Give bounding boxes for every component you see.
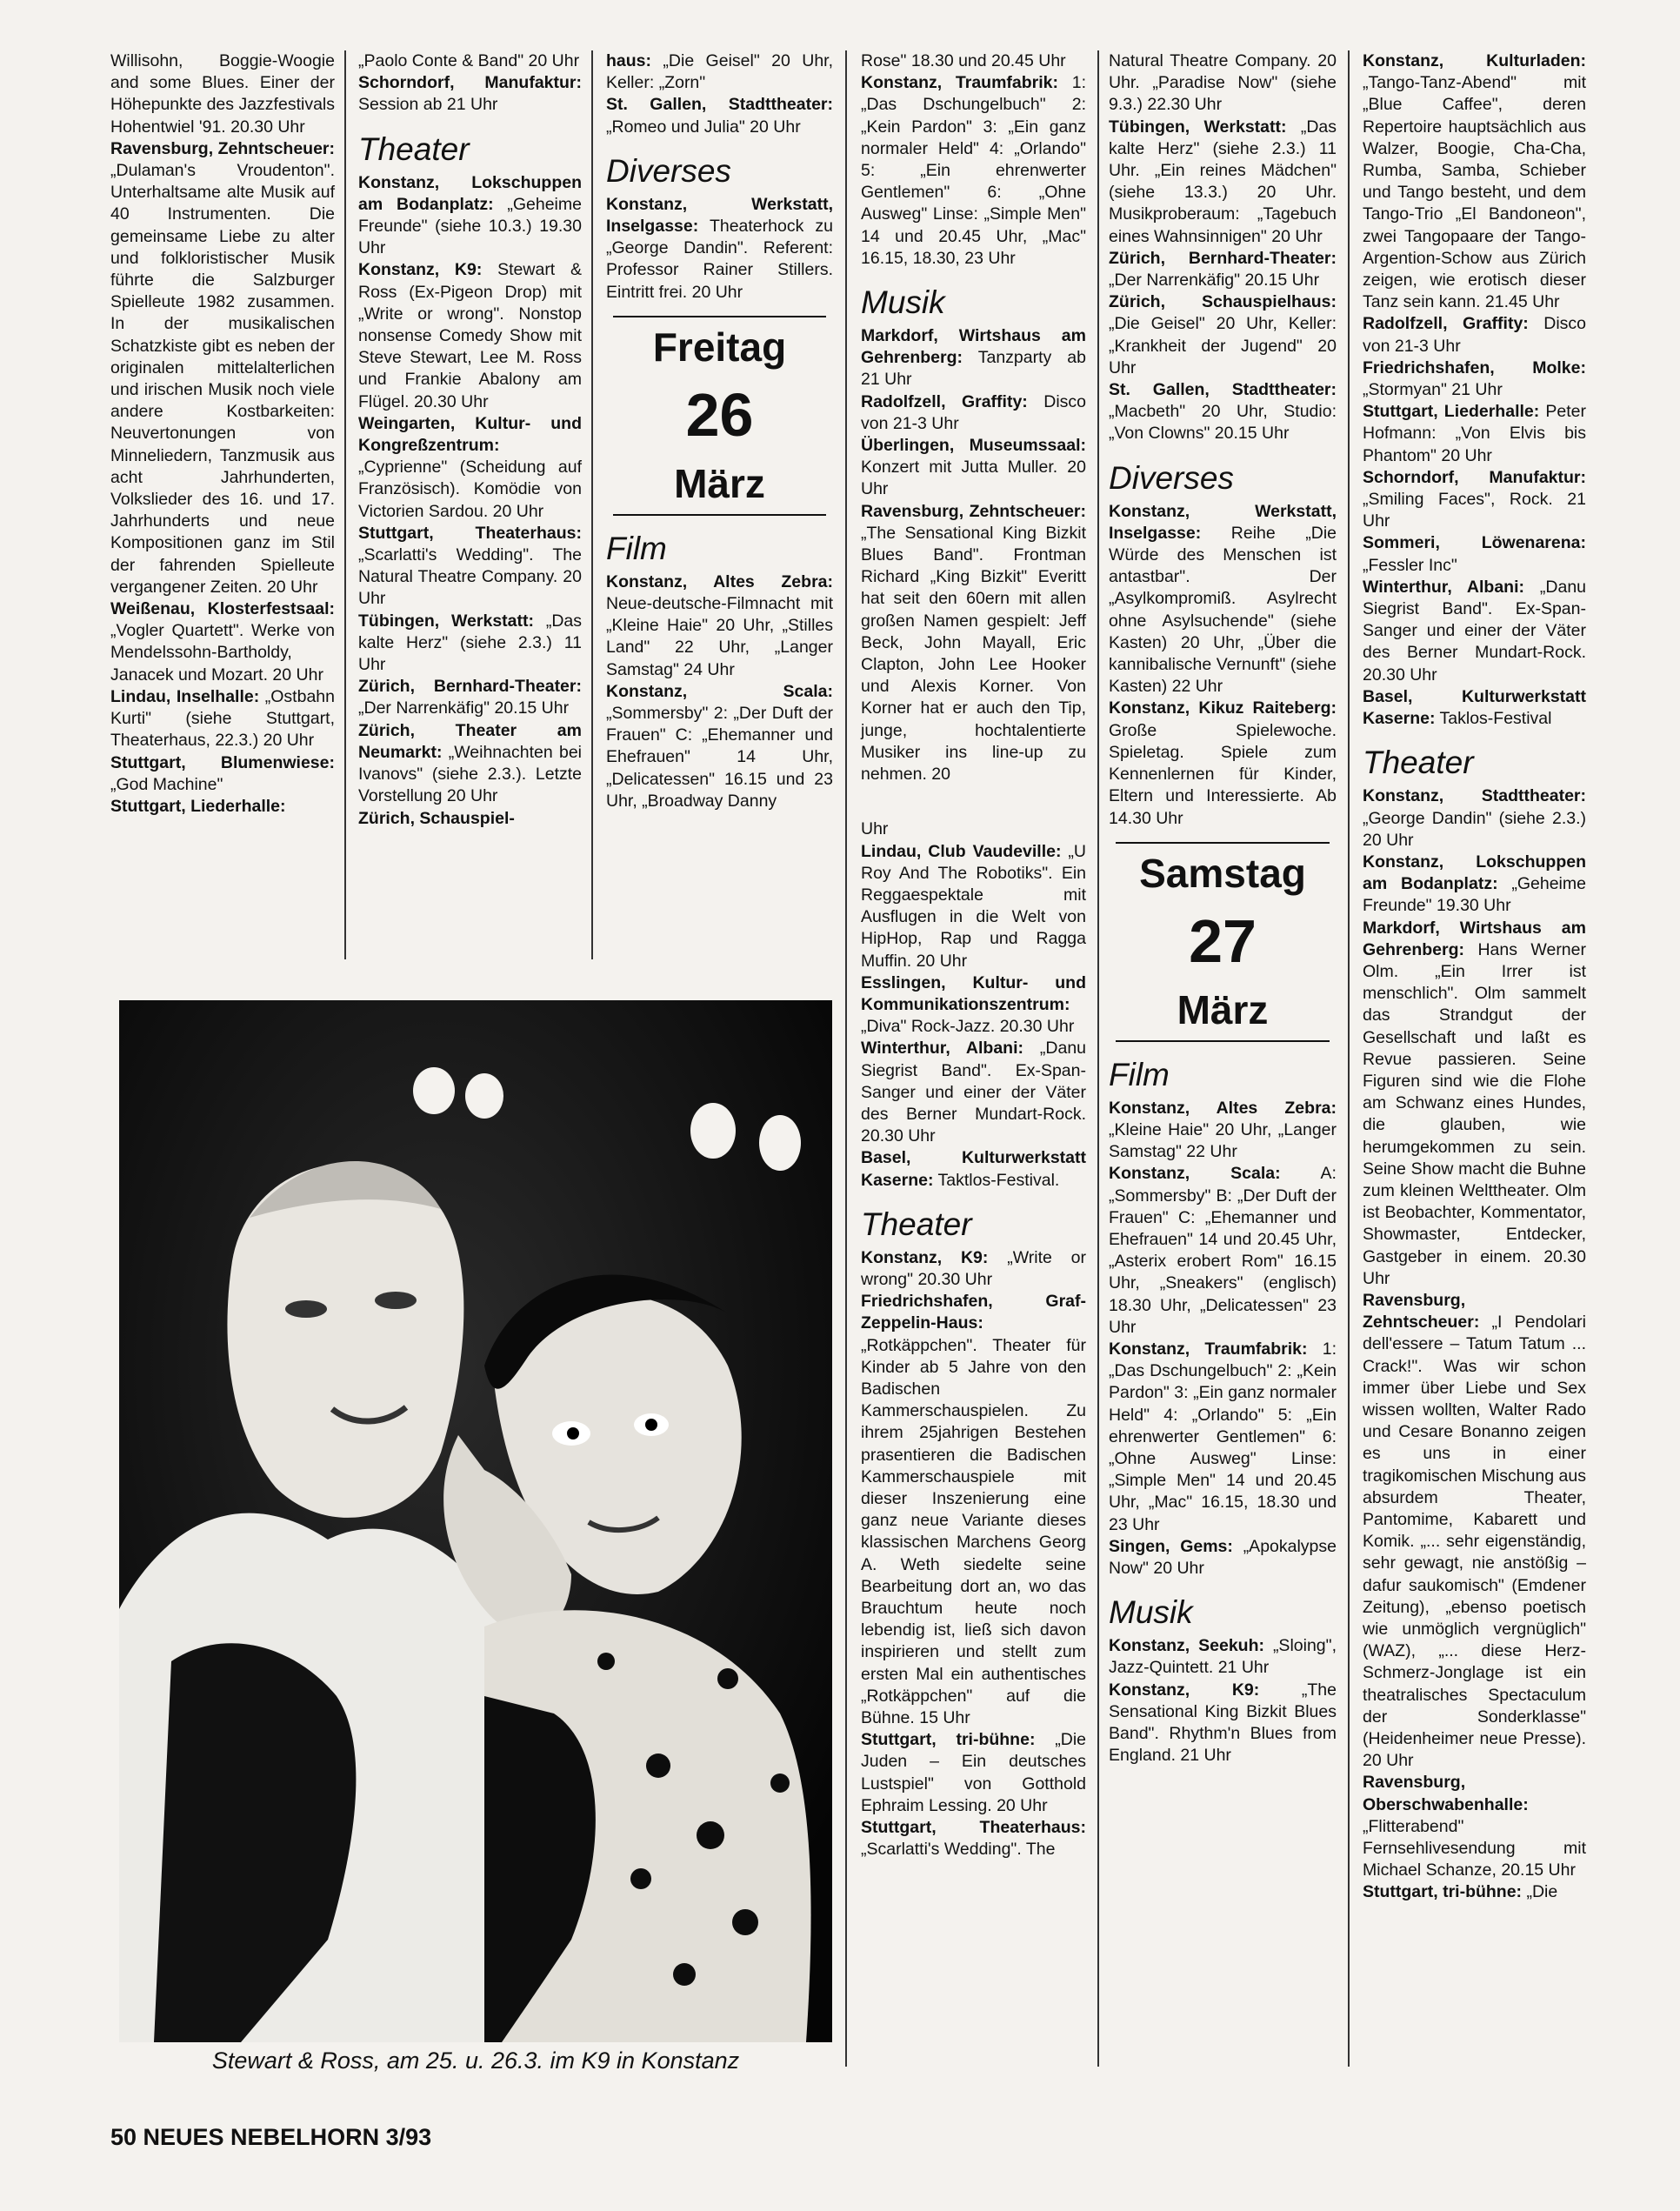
listing-entry xyxy=(861,1247,1086,1291)
entry-text: „Die xyxy=(1522,1882,1558,1902)
entry-text: A: „Sommersby" B: „Der Duft der Frauen" C: „Ehemanner und Ehefrauen" 14 und 20.45 Uhr, „Asterix erobert Rom" 16.15 Uhr, „Sneakers" (englisch) 18.30 Uhr, „Delicatessen" 23 Uhr xyxy=(1109,1164,1337,1337)
venue-name: Konstanz, Stadttheater: xyxy=(1363,786,1586,806)
entry-text: „Sommersby" 2: „Der Duft der Frauen" C: „Ehemanner und Ehefrauen" 14 Uhr, „Delicatessen" 16.15 und 23 Uhr, „Broadway Danny xyxy=(606,704,833,811)
entry-text: „Fessler Inc" xyxy=(1363,555,1457,575)
venue-name: Singen, Gems: xyxy=(1109,1536,1233,1556)
venue-name: Konstanz, K9: xyxy=(358,260,483,280)
date-rule xyxy=(1116,842,1330,844)
month-label: März xyxy=(674,460,765,506)
entry-text: Disco von 21-3 Uhr xyxy=(861,391,1086,433)
venue-name: Zürich, Theater am Neumarkt: xyxy=(358,720,582,762)
venue-name: Konstanz, Scala: xyxy=(606,681,833,701)
venue-name: Konstanz, Traumfabrik: xyxy=(861,73,1059,93)
venue-name: Konstanz, Kikuz Raiteberg: xyxy=(1109,698,1337,718)
entry-text: „Dulaman's Vroudenton". Unterhaltsame alte Musik auf 40 Instrumenten. Die gemeinsame Liebe zu alter und folkloristischer Musik führte die Salzburger Spielleute 1982 zusammen. In der musikalischen Schatzkiste gibt es neben der originalen mittelalterlichen und irischen Musik noch viele andere Kostbarkeiten: Neuvertonungen von Minneliedern, Tanzmusik aus acht Jahrhunderten, Volkslieder des 16. und 17. Jahrhunderts und neue Kompositionen ganz im Stil der fahrenden Spielleute vergangener Zeiten. 20 Uhr xyxy=(110,161,335,597)
listing-entry xyxy=(861,325,1086,391)
venue-name: Konstanz, Altes Zebra: xyxy=(1109,1098,1337,1118)
entry-text: „Das kalte Herz" (siehe 2.3.) 11 Uhr. „Ein reines Mädchen" (siehe 13.3.) 20 Uhr. Musikproberaum: „Tagebuch eines Wahnsinnigen" 20 Uhr xyxy=(1109,117,1337,246)
listing-column-1 xyxy=(110,50,335,818)
listing-entry xyxy=(1109,1098,1337,1164)
listing-entry xyxy=(1109,379,1337,445)
listing-entry xyxy=(861,1147,1086,1191)
column-rule xyxy=(591,50,593,959)
venue-name: Ravensburg, Zehntscheuer: xyxy=(861,501,1086,521)
listing-entry xyxy=(606,681,833,812)
listing-entry xyxy=(110,752,335,796)
weekday-label: Samstag xyxy=(1139,850,1306,896)
listing-entry xyxy=(1363,686,1586,730)
listing-entry xyxy=(110,686,335,752)
entry-text: „Cyprienne" (Scheidung auf Französisch). Komödie von Victorien Sardou. 20 Uhr xyxy=(358,458,582,521)
venue-name: Ravensburg, Zehntscheuer: xyxy=(1363,1290,1480,1333)
entry-text: Große Spielewoche. Spieletag. Spiele zum Kennenlernen für Kinder, Eltern und Interessierte. Ab 14.30 Uhr xyxy=(1109,720,1337,828)
listing-entry xyxy=(1109,1339,1337,1536)
listing-entry xyxy=(606,50,833,94)
entry-text: Tanzparty ab 21 Uhr xyxy=(861,348,1086,390)
listing-entry xyxy=(861,501,1086,786)
venue-name: Stuttgart, tri-bühne: xyxy=(1363,1882,1523,1902)
entry-text: „Scarlatti's Wedding". The Natural Theatre Company. 20 Uhr xyxy=(358,545,582,609)
listing-entry xyxy=(1363,467,1586,533)
entry-text: „Tango-Tanz-Abend" mit „Blue Caffee", deren Repertoire hauptsächlich aus Walzer, Boogie, Cha-Cha, Rumba, Samba, Schieber und Tango besteht, und dem Tango-Trio „El Bandoneon", zwei Tangopaare der Tango-Argention-Schow aus Zürich zeigen, wie erotisch dieser Tanz sein kann. 21.45 Uhr xyxy=(1363,73,1586,312)
entry-text: „Die Geisel" 20 Uhr, Keller: „Krankheit der Jugend" 20 Uhr xyxy=(1109,314,1337,377)
date-rule xyxy=(1116,1040,1330,1042)
listing-entry xyxy=(1363,532,1586,576)
listing-entry xyxy=(1363,1290,1586,1772)
entry-text: Rose" 18.30 und 20.45 Uhr xyxy=(861,51,1066,70)
entry-text: „George Dandin" (siehe 2.3.) 20 Uhr xyxy=(1363,808,1586,850)
venue-name: Konstanz, Altes Zebra: xyxy=(606,571,833,591)
listing-entry xyxy=(861,972,1086,1039)
listing-entry xyxy=(110,598,335,686)
venue-name: Markdorf, Wirtshaus am Gehrenberg: xyxy=(1363,918,1586,959)
venue-name: Stuttgart, Blumenwiese: xyxy=(110,752,335,772)
listing-entry xyxy=(1363,852,1586,918)
listing-entry xyxy=(1363,918,1586,1290)
date-header xyxy=(1109,842,1337,1042)
listing-entry xyxy=(1109,50,1337,117)
listing-entry xyxy=(1363,785,1586,852)
listing-entry xyxy=(1109,1536,1337,1580)
section-heading: Film xyxy=(606,530,667,566)
venue-name: Radolfzell, Graffity: xyxy=(861,391,1028,411)
listing-entry xyxy=(606,571,833,681)
venue-name: Tübingen, Werkstatt: xyxy=(358,611,534,631)
entry-text: Stewart & Ross (Ex-Pigeon Drop) mit „Write or wrong". Nonstop nonsense Comedy Show mit Steve Stewart, Lee M. Ross und Frankie Abalony am Flügel. 20.30 Uhr xyxy=(358,260,582,411)
venue-name: Konstanz, Scala: xyxy=(1109,1164,1281,1184)
listing-entry xyxy=(1109,248,1337,291)
month-label: März xyxy=(1177,986,1269,1032)
venue-name: Weißenau, Klosterfestsaal: xyxy=(110,599,335,619)
listing-entry xyxy=(861,72,1086,270)
entry-text: „Scarlatti's Wedding". The xyxy=(861,1840,1056,1860)
venue-name: Ravensburg, Zehntscheuer: xyxy=(110,138,335,158)
listing-entry xyxy=(861,1729,1086,1817)
photo-caption: Stewart & Ross, am 25. u. 26.3. im K9 in Konstanz xyxy=(211,2047,740,2074)
venue-name: Markdorf, Wirtshaus am Gehrenberg: xyxy=(861,326,1086,368)
listing-entry xyxy=(861,818,1086,840)
listing-entry xyxy=(1363,1881,1586,1903)
entry-text: „Write or wrong" 20.30 Uhr xyxy=(861,1247,1086,1289)
venue-name: Sommeri, Löwenarena: xyxy=(1363,533,1586,553)
entry-text: „Apokalypse Now" 20 Uhr xyxy=(1109,1536,1337,1578)
entry-text: „Sloing", Jazz-Quintett. 21 Uhr xyxy=(1109,1636,1337,1678)
venue-name: Überlingen, Museumssaal: xyxy=(861,436,1086,456)
listing-entry xyxy=(1109,501,1337,698)
entry-text: Uhr xyxy=(861,819,889,839)
day-number: 26 xyxy=(685,380,754,449)
entry-text: „Rotkäppchen". Theater für Kinder ab 5 Jahre von den Badischen Kammerschauspielen. Zu ihrem 25jahrigen Bestehen prasentieren die Badischen Kammerschauspiele mit dieser Inszenierung eine ganz neue Variante dieses klassischen Marchens Georg A. Weth siedelte seine Bearbeitung dort an, wo das Brauchtum heute noch lebendig ist, ließ sich davon inspirieren und stellt zum ersten Mal ein authentisches „Rotkäppchen" auf die Bühne. 15 Uhr xyxy=(861,1335,1086,1728)
entry-text: „Smiling Faces", Rock. 21 Uhr xyxy=(1363,490,1586,531)
entry-text: Session ab 21 Uhr xyxy=(358,95,498,115)
entry-text: Neue-deutsche-Filmnacht mit „Kleine Haie" 20 Uhr, „Stilles Land" 22 Uhr, „Langer Samstag" 24 Uhr xyxy=(606,594,833,679)
listing-entry xyxy=(1109,1680,1337,1767)
listing-entry xyxy=(358,172,582,260)
listing-entry xyxy=(861,1038,1086,1147)
venue-name: St. Gallen, Stadttheater: xyxy=(1109,380,1337,400)
listing-entry xyxy=(358,808,582,830)
column-gap xyxy=(861,785,1086,818)
listing-entry xyxy=(1363,401,1586,467)
venue-name: Radolfzell, Graffity: xyxy=(1363,314,1529,334)
entry-text: „Geheime Freunde" 19.30 Uhr xyxy=(1363,874,1586,916)
entry-text: Konzert mit Jutta Muller. 20 Uhr xyxy=(861,458,1086,499)
section-heading: Musik xyxy=(861,284,945,321)
listing-entry xyxy=(1363,1772,1586,1881)
venue-name: Stuttgart, Liederhalle: xyxy=(1363,402,1540,422)
entry-text: „Das kalte Herz" (siehe 2.3.) 11 Uhr xyxy=(358,611,582,675)
entry-text: Natural Theatre Company. 20 Uhr. „Paradise Now" (siehe 9.3.) 22.30 Uhr xyxy=(1109,51,1337,115)
venue-name: Zürich, Schauspielhaus: xyxy=(1109,292,1337,312)
entry-text: „Geheime Freunde" (siehe 10.3.) 19.30 Uhr xyxy=(358,194,582,258)
venue-name: Stuttgart, Theaterhaus: xyxy=(358,523,582,543)
entry-text: „U Roy And The Robotiks". Ein Reggaespektale mit Ausflugen in die Welt von HipHop, Rap und Ragga Muffin. 20 Uhr xyxy=(861,841,1086,971)
entry-text: Taktlos-Festival. xyxy=(933,1170,1060,1190)
entry-text: Reihe „Die Würde des Menschen ist antastbar". Der „Asylkompromiß. Asylrecht ohne Asylsuchende" (siehe Kasten) 20 Uhr, „Über die kannibalische Vernunft" (siehe Kasten) 22 Uhr xyxy=(1109,523,1337,697)
section-heading: Diverses xyxy=(606,152,731,189)
entry-text: „Vogler Quartett". Werke von Mendelssohn-Bartholdy, Janacek und Mozart. 20 Uhr xyxy=(110,621,335,685)
venue-name: Tübingen, Werkstatt: xyxy=(1109,117,1287,137)
day-number: 27 xyxy=(1189,906,1257,975)
entry-text: Peter Hofmann: „Von Elvis bis Phantom" 20 Uhr xyxy=(1363,402,1586,465)
listing-entry xyxy=(358,523,582,611)
listing-entry xyxy=(358,676,582,719)
date-rule xyxy=(613,316,826,317)
entry-text: „Diva" Rock-Jazz. 20.30 Uhr xyxy=(861,1017,1075,1037)
column-rule xyxy=(1097,50,1099,2067)
venue-name: Winterthur, Albani: xyxy=(861,1039,1023,1059)
listing-column-6 xyxy=(1363,50,1586,1904)
stage-photo-image xyxy=(119,1000,832,2042)
listing-entry xyxy=(1109,1163,1337,1339)
entry-text: „Danu Siegrist Band". Ex-Span-Sanger und einer der Väter des Berner Mundart-Rock. 20.30 Uhr xyxy=(861,1039,1087,1146)
entry-text: Disco von 21-3 Uhr xyxy=(1363,314,1586,356)
listing-entry xyxy=(110,138,335,598)
entry-text: „Der Narrenkäfig" 20.15 Uhr xyxy=(1109,271,1320,291)
entry-text: „Ostbahn Kurti" (siehe Stuttgart, Theaterhaus, 22.3.) 20 Uhr xyxy=(110,686,335,751)
listing-entry xyxy=(110,50,335,138)
venue-name: Konstanz, Traumfabrik: xyxy=(1109,1339,1308,1359)
venue-name: Zürich, Schauspiel- xyxy=(358,808,515,828)
listing-entry xyxy=(1109,291,1337,379)
venue-name: Stuttgart, Liederhalle: xyxy=(110,796,286,816)
listing-entry xyxy=(358,72,582,116)
section-heading: Theater xyxy=(358,130,470,167)
entry-text: „Danu Siegrist Band". Ex-Span-Sanger und einer der Väter des Berner Mundart-Rock. 20.30 Uhr xyxy=(1363,577,1587,685)
entry-text: „Der Narrenkäfig" 20.15 Uhr xyxy=(358,698,570,718)
listing-entry xyxy=(861,841,1086,972)
venue-name: Zürich, Bernhard-Theater: xyxy=(1109,248,1337,268)
listing-entry xyxy=(358,50,582,72)
entry-text: 1: „Das Dschungelbuch" 2: „Kein Pardon" 3: „Ein ganz normaler Held" 4: „Orlando" 5: „Ein ehrenwerter Gentlemen" 6: „Ohne Ausweg" Linse: „Simple Men" 14 und 20.45 Uhr, „Mac" 16.15, 18.30 und 23 Uhr xyxy=(1109,1339,1337,1534)
venue-name: Basel, Kulturwerkstatt Kaserne: xyxy=(1363,686,1586,729)
venue-name: haus: xyxy=(606,51,652,70)
entry-text: „Die Juden – Ein deutsches Lustspiel" von Gotthold Ephraim Lessing. 20 Uhr xyxy=(861,1730,1086,1815)
venue-name: Stuttgart, Theaterhaus: xyxy=(861,1818,1086,1838)
listing-entry xyxy=(1109,1635,1337,1679)
venue-name: Friedrichshafen, Graf-Zeppelin-Haus: xyxy=(861,1292,1086,1333)
entry-text: „The Sensational King Bizkit Blues Band". Frontman Richard „King Bizkit" Everitt hat seit den 60ern mit allen großen Namen gespielt: Jeff Beck, John Mayall, Eric Clapton, John Lee Hooker und Alexis Korner. Von Korner hat er auch den Tip, junge, hochtalentierte Musiker ins line-up zu nehmen. 20 xyxy=(861,523,1086,785)
section-heading: Theater xyxy=(1363,745,1474,781)
venue-name: Ravensburg, Oberschwabenhalle: xyxy=(1363,1773,1529,1814)
venue-name: Lindau, Inselhalle: xyxy=(110,686,260,706)
weekday-label: Freitag xyxy=(652,324,787,370)
listing-entry xyxy=(861,391,1086,435)
listing-entry xyxy=(861,435,1086,501)
venue-name: Zürich, Bernhard-Theater: xyxy=(358,677,582,697)
entry-text: 1: „Das Dschungelbuch" 2: „Kein Pardon" 3: „Ein ganz normaler Held" 4: „Orlando" 5: „Ein ehrenwerter Gentlemen" 6: „Ohne Ausweg" Linse: „Simple Men" 14 und 20.45 Uhr, „Mac" 16.15, 18.30, 23 Uhr xyxy=(861,73,1087,268)
listing-entry xyxy=(1109,117,1337,248)
listing-entry xyxy=(358,413,582,523)
venue-name: Esslingen, Kultur- und Kommunikationszentrum: xyxy=(861,972,1086,1014)
listing-entry xyxy=(861,1817,1086,1860)
entry-text: Willisohn, Boggie-Woogie and some Blues. Einer der Höhepunkte des Jazzfestivals Hohentwiel '91. 20.30 Uhr xyxy=(110,51,335,137)
column-rule xyxy=(845,50,847,2067)
entry-text: „I Pendolari dell'essere – Tatum Tatum ... Crack!". Was wir schon immer über Liebe und Sex wissen wollten, Walter Rado und Cesare Bonanno zeigen es uns in einer tragikomischen Mischung aus absurdem Theater, Pantomime, Kabarett und Komik. „... sehr eigenständig, sehr gewagt, nie anstößig – dafur saukomisch" (Emdener Zeitung), „ebenso poetisch wie unmöglich vergnüglich" (WAZ), „... diese Herz-Schmerz-Jonglage ist ein theatralisches Spectaculum der Sonderklasse" (Heidenheimer neue Presse). 20 Uhr xyxy=(1363,1313,1586,1771)
venue-name: Stuttgart, tri-bühne: xyxy=(861,1730,1036,1750)
entry-text: „Flitterabend" Fernsehlivesendung mit Michael Schanze, 20.15 Uhr xyxy=(1363,1816,1586,1880)
page-footer: 50 NEUES NEBELHORN 3/93 xyxy=(110,2124,432,2150)
entry-text: „Paolo Conte & Band" 20 Uhr xyxy=(358,51,580,70)
venue-name: St. Gallen, Stadttheater: xyxy=(606,95,833,115)
listing-column-2 xyxy=(358,50,582,830)
venue-name: Konstanz, Werkstatt, Inselgasse: xyxy=(1109,501,1337,543)
venue-name: Konstanz, K9: xyxy=(1109,1680,1260,1700)
date-rule xyxy=(613,514,826,516)
listing-entry xyxy=(1363,577,1586,686)
venue-name: Winterthur, Albani: xyxy=(1363,577,1524,597)
entry-text: Hans Werner Olm. „Ein Irrer ist menschlich". Olm sammelt das Strandgut der Gesellschaft und laßt es Revue passieren. Seine Figuren sind wie die Flohe am Schwanz eines Hundes, die glauben, wie herumgekommen zu sein. Seine Show macht die Buhne zum kleinen Welttheater. Olm ist Beobachter, Kommentator, Showmaster, Entdecker, Gastgeber in einem. 20.30 Uhr xyxy=(1363,939,1586,1288)
listing-column-3 xyxy=(606,50,833,812)
listing-entry xyxy=(1363,357,1586,401)
venue-name: Basel, Kulturwerkstatt Kaserne: xyxy=(861,1148,1086,1190)
section-heading: Film xyxy=(1109,1056,1170,1092)
listing-entry xyxy=(358,259,582,412)
venue-name: Konstanz, Seekuh: xyxy=(1109,1636,1264,1656)
listing-entry xyxy=(861,50,1086,72)
listing-entry xyxy=(1363,313,1586,357)
venue-name: Konstanz, Kulturladen: xyxy=(1363,51,1586,70)
entry-text: „God Machine" xyxy=(110,774,223,794)
venue-name: Konstanz, Lokschuppen am Bodanplatz: xyxy=(358,172,582,214)
section-heading: Theater xyxy=(861,1206,972,1242)
listing-entry xyxy=(1363,50,1586,313)
venue-name: Konstanz, K9: xyxy=(861,1247,989,1267)
entry-text: „Weihnachten bei Ivanovs" (siehe 2.3.). Letzte Vorstellung 20 Uhr xyxy=(358,742,582,806)
venue-name: Weingarten, Kultur- und Kongreßzentrum: xyxy=(358,413,582,456)
listing-entry xyxy=(606,194,833,304)
venue-name: Konstanz, Lokschuppen am Bodanplatz: xyxy=(1363,852,1586,894)
listing-entry xyxy=(358,720,582,808)
entry-text: Taklos-Festival xyxy=(1435,709,1552,729)
entry-text: „Die Geisel" 20 Uhr, Keller: „Zorn" xyxy=(606,51,833,93)
listing-entry xyxy=(358,611,582,677)
column-rule xyxy=(1348,50,1350,2067)
listing-column-4 xyxy=(861,50,1086,1860)
section-heading: Musik xyxy=(1109,1594,1193,1631)
listing-entry xyxy=(861,1291,1086,1729)
venue-name: Schorndorf, Manufaktur: xyxy=(358,73,582,93)
venue-name: Konstanz, Werkstatt, Inselgasse: xyxy=(606,194,833,237)
entry-text: „Kleine Haie" 20 Uhr, „Langer Samstag" 22 Uhr xyxy=(1109,1119,1337,1162)
column-rule xyxy=(344,50,346,959)
entry-text: „The Sensational King Bizkit Blues Band". Rhythm'n Blues from England. 21 Uhr xyxy=(1109,1680,1337,1766)
listing-entry xyxy=(606,94,833,137)
venue-name: Lindau, Club Vaudeville: xyxy=(861,841,1062,861)
venue-name: Friedrichshafen, Molke: xyxy=(1363,357,1586,377)
venue-name: Schorndorf, Manufaktur: xyxy=(1363,467,1586,487)
entry-text: „Stormyan" 21 Uhr xyxy=(1363,380,1503,400)
listing-entry xyxy=(1109,698,1337,829)
section-heading: Diverses xyxy=(1109,459,1234,496)
entry-text: „Macbeth" 20 Uhr, Studio: „Von Clowns" 20.15 Uhr xyxy=(1109,402,1337,444)
entry-text: Theaterhock zu „George Dandin". Referent: Professor Rainer Stillers. Eintritt frei. 20 Uhr xyxy=(606,217,833,302)
stage-photo xyxy=(119,1000,832,2042)
date-header xyxy=(606,316,833,516)
listing-entry xyxy=(110,796,335,818)
entry-text: „Romeo und Julia" 20 Uhr xyxy=(606,117,801,137)
listing-column-5 xyxy=(1109,50,1337,1767)
